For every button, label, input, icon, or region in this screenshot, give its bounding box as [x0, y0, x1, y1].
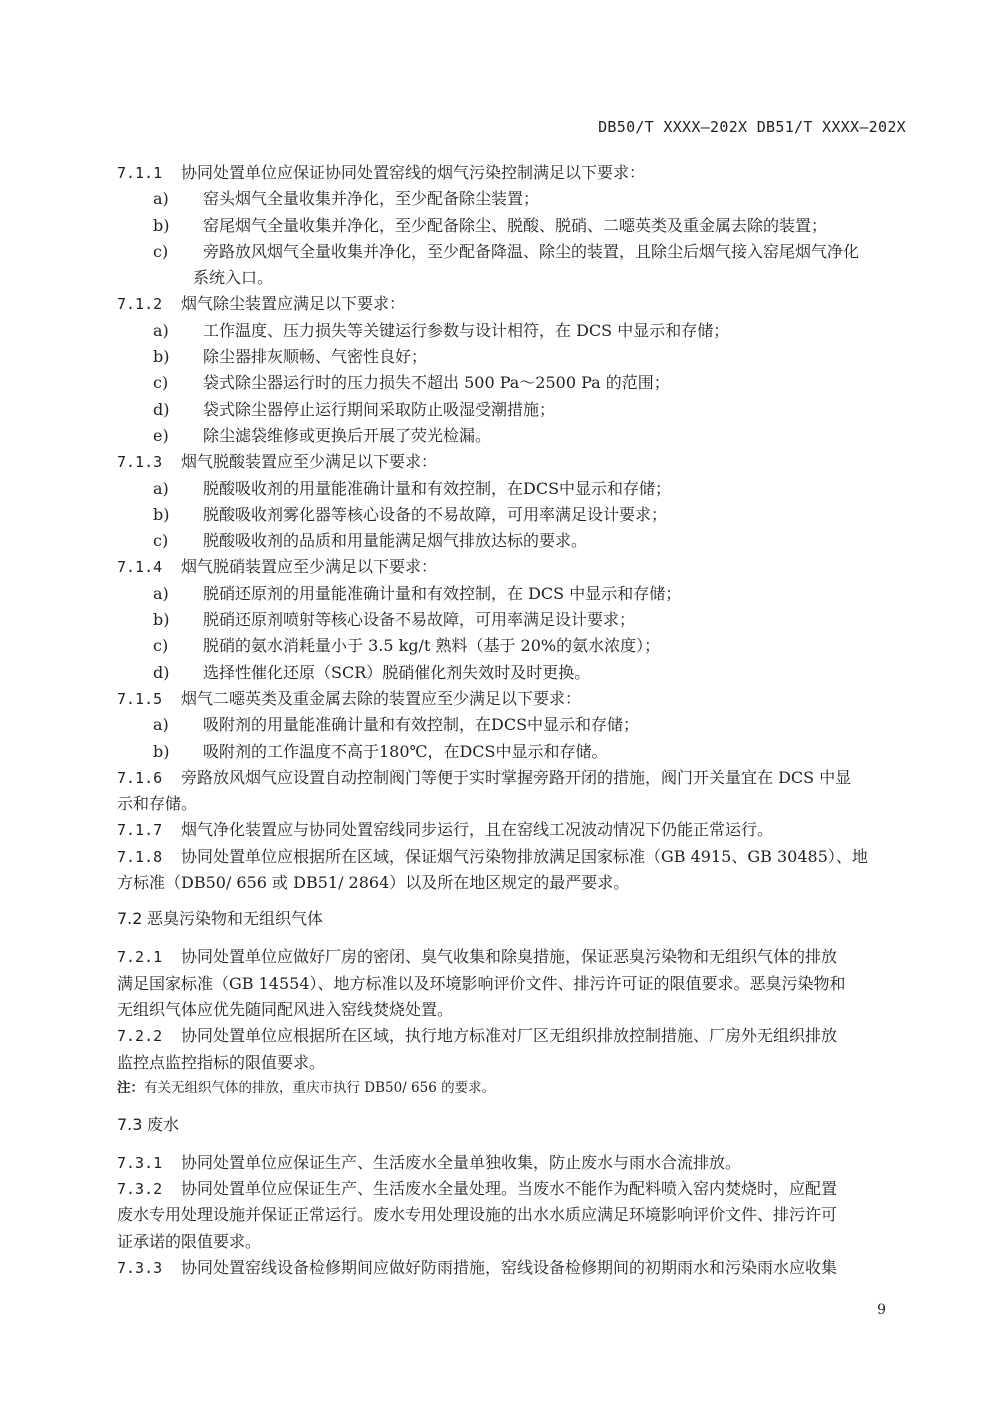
- clause-7-1-3: 7.1.3 烟气脱酸装置应至少满足以下要求：: [117, 452, 438, 472]
- clause-continuation: 示和存储。: [117, 794, 198, 814]
- note: 注：有关无组织气体的排放，重庆市执行 DB50/ 656 的要求。: [117, 1079, 496, 1096]
- list-item: c) 旁路放风烟气全量收集并净化，至少配备降温、除尘的装置，且除尘后烟气接入窑尾烟气净化: [153, 241, 860, 261]
- page-content: [117, 160, 907, 1281]
- clause-7-2-1: 7.2.1 协同处置单位应做好厂房的密闭、臭气收集和除臭措施，保证恶臭污染物和无组织气体的排放: [117, 947, 838, 967]
- list-item: b) 窑尾烟气全量收集并净化，至少配备除尘、脱酸、脱硝、二噁英类及重金属去除的装置；: [153, 215, 828, 235]
- list-item: a) 窑头烟气全量收集并净化，至少配备除尘装置；: [153, 189, 540, 209]
- clause-7-1-8: 7.1.8 协同处置单位应根据所在区域，保证烟气污染物排放满足国家标准（GB 4915、GB 30485）、地: [117, 846, 868, 866]
- clause-7-1-5: 7.1.5 烟气二噁英类及重金属去除的装置应至少满足以下要求：: [117, 688, 582, 708]
- clause-7-3-3: 7.3.3 协同处置窑线设备检修期间应做好防雨措施，窑线设备检修期间的初期雨水和污染雨水应收集: [117, 1257, 838, 1277]
- section-heading-7-3: 7.3 废水: [117, 1114, 180, 1134]
- list-item-continuation: 系统入口。: [193, 268, 274, 288]
- clause-continuation: 监控点监控指标的限值要求。: [117, 1052, 326, 1072]
- list-item: a) 脱酸吸收剂的用量能准确计量和有效控制，在DCS中显示和存储；: [153, 478, 672, 498]
- list-item: d) 袋式除尘器停止运行期间采取防止吸湿受潮措施；: [153, 399, 556, 419]
- page-number: 9: [877, 1302, 886, 1318]
- list-item: c) 脱酸吸收剂的品质和用量能满足烟气排放达标的要求。: [153, 531, 588, 551]
- list-item: d) 选择性催化还原（SCR）脱硝催化剂失效时及时更换。: [153, 662, 591, 682]
- list-item: e) 除尘滤袋维修或更换后开展了荧光检漏。: [153, 425, 492, 445]
- clause-continuation: 无组织气体应优先随同配风进入窑线焚烧处置。: [117, 999, 454, 1019]
- section-heading-7-2: 7.2 恶臭污染物和无组织气体: [117, 909, 324, 929]
- clause-continuation: 方标准（DB50/ 656 或 DB51/ 2864）以及所在地区规定的最严要求。: [117, 873, 630, 893]
- list-item: c) 脱硝的氨水消耗量小于 3.5 kg/t 熟料（基于 20%的氨水浓度）；: [153, 636, 661, 656]
- list-item: a) 工作温度、压力损失等关键运行参数与设计相符，在 DCS 中显示和存储；: [153, 320, 730, 340]
- clause-7-1-2: 7.1.2 烟气除尘装置应满足以下要求：: [117, 294, 406, 314]
- clause-7-1-6: 7.1.6 旁路放风烟气应设置自动控制阀门等便于实时掌握旁路开闭的措施，阀门开关量宜在 DCS 中显: [117, 767, 852, 787]
- clause-7-2-2: 7.2.2 协同处置单位应根据所在区域，执行地方标准对厂区无组织排放控制措施、厂房外无组织排放: [117, 1026, 838, 1046]
- list-item: b) 除尘器排灰顺畅、气密性良好；: [153, 347, 428, 367]
- list-item: a) 脱硝还原剂的用量能准确计量和有效控制，在 DCS 中显示和存储；: [153, 583, 682, 603]
- list-item: b) 吸附剂的工作温度不高于180℃，在DCS中显示和存储。: [153, 741, 608, 761]
- clause-7-3-2: 7.3.2 协同处置单位应保证生产、生活废水全量处理。当废水不能作为配料喷入窑内焚烧时，应配置: [117, 1179, 838, 1199]
- list-item: b) 脱酸吸收剂雾化器等核心设备的不易故障，可用率满足设计要求；: [153, 504, 668, 524]
- clause-7-1-4: 7.1.4 烟气脱硝装置应至少满足以下要求：: [117, 557, 438, 577]
- clause-7-1-1: 7.1.1 协同处置单位应保证协同处置窑线的烟气污染控制满足以下要求：: [117, 163, 646, 182]
- standard-code-header: DB50/T XXXX—202X DB51/T XXXX—202X: [598, 118, 906, 136]
- clause-continuation: 满足国家标准（GB 14554）、地方标准以及环境影响评价文件、排污许可证的限值要求。恶臭污染物和: [117, 973, 846, 993]
- list-item: a) 吸附剂的用量能准确计量和有效控制，在DCS中显示和存储；: [153, 715, 640, 735]
- clause-continuation: 废水专用处理设施并保证正常运行。废水专用处理设施的出水水质应满足环境影响评价文件、排污许可: [117, 1205, 838, 1225]
- list-item: c) 袋式除尘器运行时的压力损失不超出 500 Pa～2500 Pa 的范围；: [153, 373, 670, 393]
- clause-continuation: 证承诺的限值要求。: [117, 1231, 262, 1251]
- clause-7-3-1: 7.3.1 协同处置单位应保证生产、生活废水全量单独收集，防止废水与雨水合流排放。: [117, 1152, 742, 1172]
- clause-7-1-7: 7.1.7 烟气净化装置应与协同处置窑线同步运行，且在窑线工况波动情况下仍能正常运行。: [117, 820, 774, 840]
- list-item: b) 脱硝还原剂喷射等核心设备不易故障，可用率满足设计要求；: [153, 610, 636, 630]
